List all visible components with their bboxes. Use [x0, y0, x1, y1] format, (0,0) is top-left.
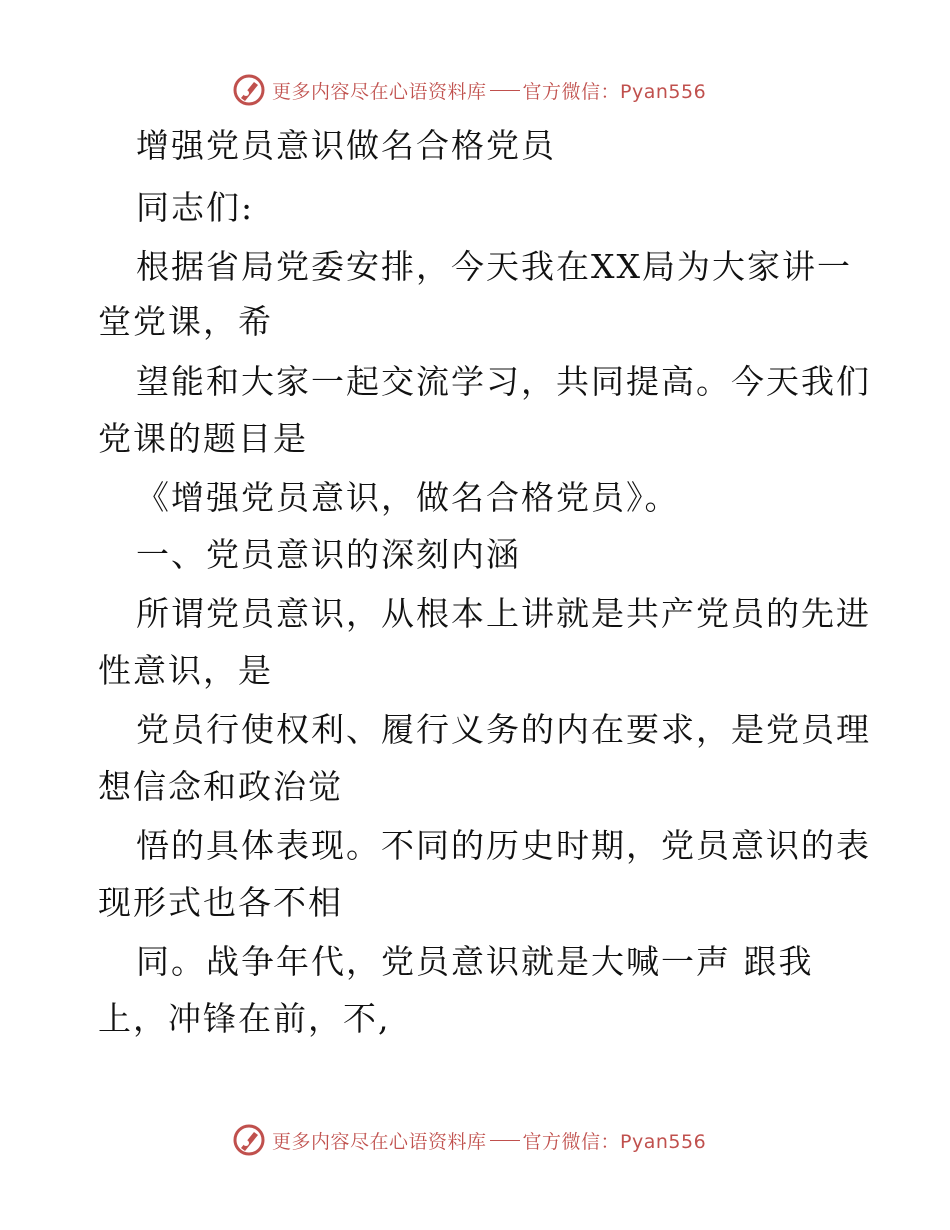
header-banner-suffix: 官方微信：Pyan556	[522, 80, 707, 103]
section-heading: 一、党员意识的深刻内涵	[136, 535, 521, 574]
header-banner-text: 更多内容尽在心语资料库	[272, 80, 487, 103]
document-line: 性意识，是	[98, 651, 273, 690]
footer-banner-suffix: 官方微信：Pyan556	[522, 1130, 707, 1153]
document-line: 党课的题目是	[98, 419, 308, 458]
pen-seal-icon	[232, 73, 266, 107]
document-line: 同志们:	[136, 188, 255, 227]
footer-banner-text: 更多内容尽在心语资料库	[272, 1130, 487, 1153]
document-line: 望能和大家一起交流学习，共同提高。今天我们	[136, 362, 871, 401]
document-line: 根据省局党委安排，今天我在XX局为大家讲一	[136, 247, 852, 286]
document-line: 现形式也各不相	[98, 883, 343, 922]
document-line: 同。战争年代，党员意识就是大喊一声 跟我	[136, 942, 814, 981]
footer-banner	[232, 1120, 752, 1160]
footer-banner-dash	[490, 1140, 520, 1141]
header-banner-dash	[490, 90, 520, 91]
document-line: 悟的具体表现。不同的历史时期，党员意识的表	[136, 826, 871, 865]
document-line: 党员行使权利、履行义务的内在要求，是党员理	[136, 710, 871, 749]
header-banner	[232, 70, 752, 110]
pen-seal-icon	[232, 1123, 266, 1157]
document-line: 《增强党员意识，做名合格党员》。	[136, 478, 680, 517]
document-line: 想信念和政治觉	[98, 767, 343, 806]
document-line: 堂党课，希	[98, 302, 273, 341]
document-line: 所谓党员意识，从根本上讲就是共产党员的先进	[136, 594, 871, 633]
document-title: 增强党员意识做名合格党员	[136, 126, 556, 165]
document-line: 上，冲锋在前，不,	[98, 999, 391, 1038]
